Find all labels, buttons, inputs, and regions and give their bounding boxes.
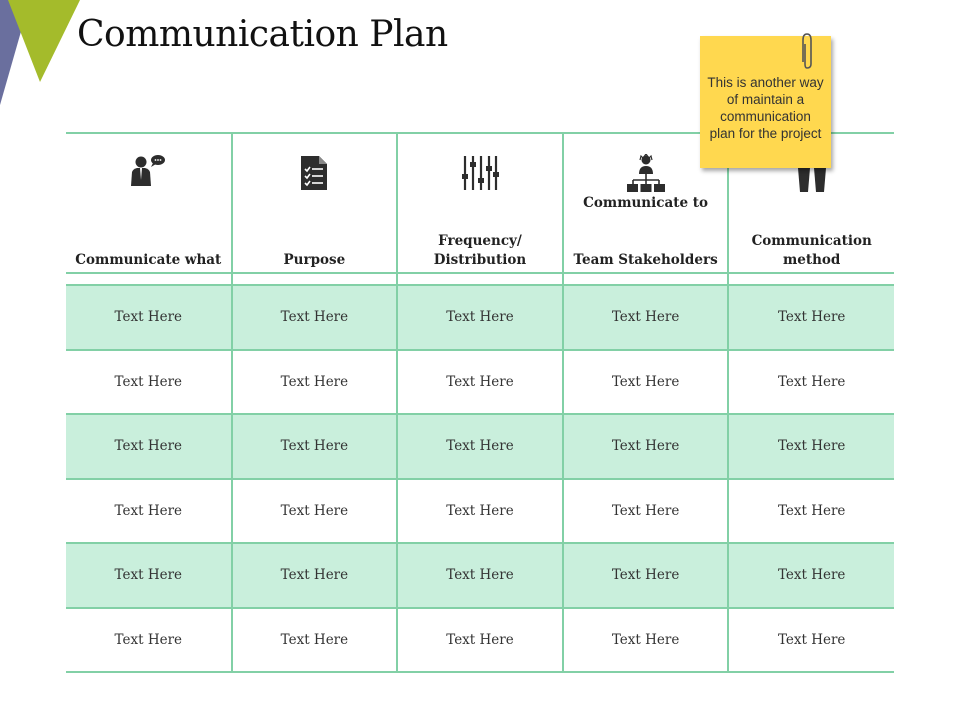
table-cell: Text Here xyxy=(563,350,729,415)
table-cell: Text Here xyxy=(728,543,894,608)
header-label: Team Stakeholders xyxy=(573,252,718,268)
table-cell: Text Here xyxy=(397,608,563,673)
table-row xyxy=(66,543,894,608)
table-cell: Text Here xyxy=(397,479,563,544)
table-cell: Text Here xyxy=(232,479,398,544)
table-cell: Text Here xyxy=(397,543,563,608)
table-row xyxy=(66,608,894,673)
paperclip-icon xyxy=(799,32,815,70)
table-cell: Text Here xyxy=(563,285,729,350)
table-cell: Text Here xyxy=(66,608,232,673)
table-cell: Text Here xyxy=(728,479,894,544)
table-row xyxy=(66,479,894,544)
sliders-icon xyxy=(398,154,562,194)
table-cell: Text Here xyxy=(66,543,232,608)
table-cell: Text Here xyxy=(232,350,398,415)
header-label: Communicate what xyxy=(75,252,222,268)
table-row xyxy=(66,350,894,415)
header-purpose xyxy=(232,133,398,273)
communication-plan-table xyxy=(66,132,894,673)
table-cell: Text Here xyxy=(728,608,894,673)
table-row xyxy=(66,414,894,479)
table-cell: Text Here xyxy=(728,414,894,479)
table-row xyxy=(66,285,894,350)
header-label: Purpose xyxy=(283,252,346,268)
header-label: Frequency/ Distribution xyxy=(433,233,527,268)
checklist-icon xyxy=(233,154,397,194)
header-label: Communication method xyxy=(751,233,872,268)
table-cell: Text Here xyxy=(232,608,398,673)
table-cell: Text Here xyxy=(66,479,232,544)
table-cell: Text Here xyxy=(232,414,398,479)
header-communicate-what xyxy=(66,133,232,273)
table-cell: Text Here xyxy=(66,350,232,415)
table-cell: Text Here xyxy=(232,543,398,608)
table-cell: Text Here xyxy=(728,350,894,415)
table-cell: Text Here xyxy=(397,350,563,415)
table-cell: Text Here xyxy=(728,285,894,350)
table-cell: Text Here xyxy=(563,543,729,608)
table-spacer-row xyxy=(66,273,894,285)
table-cell: Text Here xyxy=(397,414,563,479)
table-cell: Text Here xyxy=(66,285,232,350)
table-cell: Text Here xyxy=(232,285,398,350)
table-cell: Text Here xyxy=(563,414,729,479)
header-label-top: Communicate to xyxy=(583,195,708,211)
page-title: Communication Plan xyxy=(77,14,448,55)
table-cell: Text Here xyxy=(397,285,563,350)
sticky-note-text: This is another way of maintain a communication plan for the project xyxy=(707,75,824,141)
table-cell: Text Here xyxy=(563,608,729,673)
table-cell: Text Here xyxy=(563,479,729,544)
header-frequency-distribution xyxy=(397,133,563,273)
table-cell: Text Here xyxy=(66,414,232,479)
speaking-person-icon xyxy=(66,154,231,194)
